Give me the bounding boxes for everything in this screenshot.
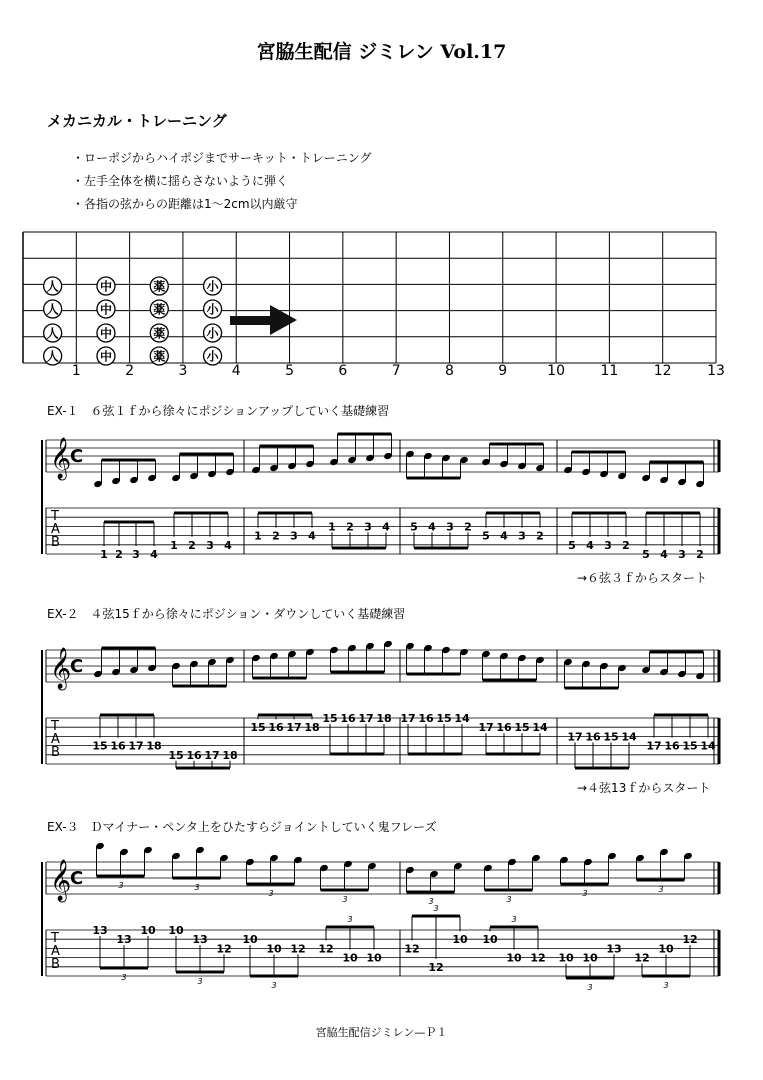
tab-fret-number: 16	[340, 712, 356, 725]
tab-fret-number: 10	[242, 933, 258, 947]
tab-fret-number: 10	[506, 951, 522, 965]
tab-fret-number: 3	[290, 529, 298, 543]
tab-clef-letter: B	[51, 957, 60, 972]
finger-label: 小	[206, 302, 219, 317]
bullet-item: ・各指の弦からの距離は1〜2cm以内厳守	[72, 197, 298, 211]
tab-clef-letter: T	[51, 931, 59, 946]
tab-fret-number: 10	[266, 942, 282, 956]
tab-fret-number: 3	[206, 538, 214, 552]
fret-number: 11	[600, 363, 619, 379]
tab-fret-number: 17	[204, 748, 220, 762]
tab-fret-number: 4	[224, 538, 232, 552]
time-signature: C	[70, 446, 84, 467]
tab-fret-number: 2	[188, 538, 196, 552]
finger-label: 小	[206, 349, 219, 364]
fret-number: 7	[391, 363, 401, 379]
tab-fret-number: 16	[585, 730, 601, 744]
tab-fret-number: 18	[146, 739, 162, 753]
tab-fret-number: 2	[464, 520, 472, 534]
ex1-note: →６弦３ｆからスタート	[577, 571, 708, 585]
fret-number: 13	[707, 363, 725, 379]
tab-fret-number: 15	[168, 748, 184, 762]
triplet-mark: 3	[658, 885, 664, 894]
ex2-label: EX-２ ４弦15ｆから徐々にポジション・ダウンしていく基礎練習	[47, 607, 406, 621]
tab-clef-letter: B	[51, 535, 60, 550]
tab-fret-number: 4	[150, 548, 158, 561]
finger-label: 薬	[153, 302, 166, 317]
tab-fret-number: 16	[110, 739, 126, 753]
tab-fret-number: 10	[452, 933, 468, 947]
tab-fret-number: 17	[567, 730, 583, 744]
tab-fret-number: 4	[428, 520, 436, 534]
triplet-mark: 3	[587, 983, 593, 992]
fret-number: 8	[445, 363, 454, 379]
tab-fret-number: 12	[634, 951, 650, 965]
tab-fret-number: 3	[678, 548, 686, 561]
ex3-label: EX-３ Ｄマイナー・ペンタ上をひたすらジョイントしていく鬼フレーズ	[47, 820, 437, 834]
bullet-item: ・ローポジからハイポジまでサーキット・トレーニング	[72, 151, 372, 165]
tab-fret-number: 16	[664, 739, 680, 753]
finger-label: 中	[99, 349, 112, 364]
tab-fret-number: 4	[586, 538, 594, 552]
tab-fret-number: 17	[358, 712, 374, 725]
tab-fret-number: 2	[115, 548, 123, 561]
tab-fret-number: 2	[536, 529, 544, 543]
tab-fret-number: 13	[92, 924, 108, 937]
fret-number: 12	[653, 363, 672, 379]
triplet-mark: 3	[433, 904, 439, 913]
tab-fret-number: 10	[342, 951, 358, 965]
tab-fret-number: 17	[646, 739, 662, 753]
tab-fret-number: 3	[518, 529, 526, 543]
tab-fret-number: 3	[446, 520, 454, 534]
tab-fret-number: 10	[482, 933, 498, 947]
tab-fret-number: 4	[308, 529, 316, 543]
tab-fret-number: 12	[404, 942, 420, 956]
tab-fret-number: 14	[700, 739, 716, 753]
tab-fret-number: 13	[606, 942, 622, 956]
triplet-mark: 3	[121, 973, 127, 982]
tab-fret-number: 5	[410, 520, 418, 534]
tab-clef-letter: A	[51, 732, 60, 747]
triplet-mark: 3	[271, 981, 277, 990]
time-signature: C	[70, 868, 84, 889]
page-footer: 宮脇生配信ジミレン—Ｐ１	[315, 1026, 448, 1039]
fret-number: 4	[231, 363, 241, 379]
tab-fret-number: 4	[660, 548, 668, 561]
tab-fret-number: 1	[170, 538, 178, 552]
tab-fret-number: 14	[454, 712, 470, 725]
tab-fret-number: 18	[376, 712, 392, 725]
tab-fret-number: 15	[514, 721, 530, 735]
tab-fret-number: 14	[621, 730, 637, 744]
finger-label: 人	[46, 279, 59, 294]
treble-clef: 𝄞	[50, 438, 72, 479]
tab-fret-number: 4	[500, 529, 508, 543]
finger-label: 人	[46, 326, 59, 341]
fret-number: 6	[338, 363, 348, 379]
bullet-item: ・左手全体を横に揺らさないように弾く	[72, 174, 289, 188]
finger-label: 中	[99, 326, 112, 341]
triplet-mark: 3	[511, 915, 517, 924]
tab-fret-number: 12	[216, 942, 232, 956]
tab-fret-number: 16	[186, 748, 202, 762]
finger-label: 人	[46, 302, 59, 317]
tab-fret-number: 12	[682, 933, 698, 947]
fret-number: 10	[547, 363, 565, 379]
tab-fret-number: 10	[658, 942, 674, 956]
triplet-mark: 3	[268, 889, 274, 898]
tab-fret-number: 10	[558, 951, 574, 965]
tab-fret-number: 17	[400, 712, 416, 725]
fret-number: 3	[178, 363, 188, 379]
tab-clef-letter: B	[51, 745, 60, 760]
finger-label: 小	[206, 279, 219, 294]
finger-label: 中	[99, 279, 112, 294]
page-title: 宮脇生配信 ジミレン Vol.17	[256, 41, 507, 63]
triplet-mark: 3	[347, 915, 353, 924]
finger-label: 薬	[153, 326, 166, 341]
tab-clef-letter: T	[51, 719, 59, 734]
treble-clef: 𝄞	[50, 648, 72, 689]
fret-number: 5	[285, 363, 294, 379]
tab-fret-number: 1	[328, 520, 336, 534]
tab-clef-letter: A	[51, 944, 60, 959]
tab-fret-number: 16	[418, 712, 434, 725]
tab-fret-number: 5	[568, 538, 576, 552]
tab-fret-number: 16	[268, 721, 284, 735]
tab-fret-number: 12	[530, 951, 546, 965]
tab-fret-number: 17	[128, 739, 144, 753]
fret-number: 2	[125, 363, 135, 379]
finger-label: 薬	[153, 279, 166, 294]
finger-label: 人	[46, 349, 59, 364]
tab-fret-number: 13	[116, 933, 132, 947]
tab-fret-number: 10	[168, 924, 184, 937]
tab-fret-number: 13	[192, 933, 208, 947]
tab-fret-number: 18	[304, 721, 320, 735]
finger-label: 薬	[153, 349, 166, 364]
tab-fret-number: 2	[622, 538, 630, 552]
tab-fret-number: 18	[222, 748, 238, 762]
tab-fret-number: 12	[428, 960, 444, 974]
finger-label: 小	[206, 326, 219, 341]
treble-clef: 𝄞	[50, 860, 72, 901]
fret-number: 9	[498, 363, 508, 379]
tab-fret-number: 12	[318, 942, 334, 956]
tab-clef-letter: A	[51, 522, 60, 537]
tab-fret-number: 1	[100, 548, 108, 561]
triplet-mark: 3	[194, 883, 200, 892]
triplet-mark: 3	[582, 889, 588, 898]
tab-fret-number: 17	[478, 721, 494, 735]
tab-fret-number: 15	[682, 739, 698, 753]
tab-fret-number: 5	[482, 529, 490, 543]
tab-fret-number: 3	[364, 520, 372, 534]
tab-fret-number: 2	[346, 520, 354, 534]
tab-fret-number: 2	[696, 548, 704, 561]
tab-clef-letter: T	[51, 509, 59, 524]
tab-fret-number: 15	[322, 712, 338, 725]
tab-fret-number: 17	[286, 721, 302, 735]
tab-fret-number: 4	[382, 520, 390, 534]
triplet-mark: 3	[342, 895, 348, 904]
tab-fret-number: 15	[603, 730, 619, 744]
tab-fret-number: 14	[532, 721, 548, 735]
tab-fret-number: 5	[642, 548, 650, 561]
tab-fret-number: 12	[290, 942, 306, 956]
triplet-mark: 3	[118, 881, 124, 890]
tab-fret-number: 2	[272, 529, 280, 543]
tab-fret-number: 15	[92, 739, 108, 753]
tab-fret-number: 10	[582, 951, 598, 965]
triplet-mark: 3	[428, 897, 434, 906]
fret-number: 1	[71, 363, 81, 379]
section-title: メカニカル・トレーニング	[47, 112, 227, 130]
finger-label: 中	[99, 302, 112, 317]
tab-fret-number: 10	[140, 924, 156, 937]
triplet-mark: 3	[197, 977, 203, 986]
ex1-label: EX-１ ６弦１ｆから徐々にポジションアップしていく基礎練習	[47, 404, 390, 418]
tab-fret-number: 16	[496, 721, 512, 735]
triplet-mark: 3	[663, 981, 669, 990]
triplet-mark: 3	[506, 895, 512, 904]
tab-fret-number: 10	[366, 951, 382, 965]
tab-fret-number: 3	[132, 548, 140, 561]
tab-fret-number: 15	[436, 712, 452, 725]
tab-fret-number: 15	[250, 721, 266, 735]
ex2-note: →４弦13ｆからスタート	[577, 781, 711, 795]
tab-fret-number: 3	[604, 538, 612, 552]
tab-fret-number: 1	[254, 529, 262, 543]
time-signature: C	[70, 656, 84, 677]
